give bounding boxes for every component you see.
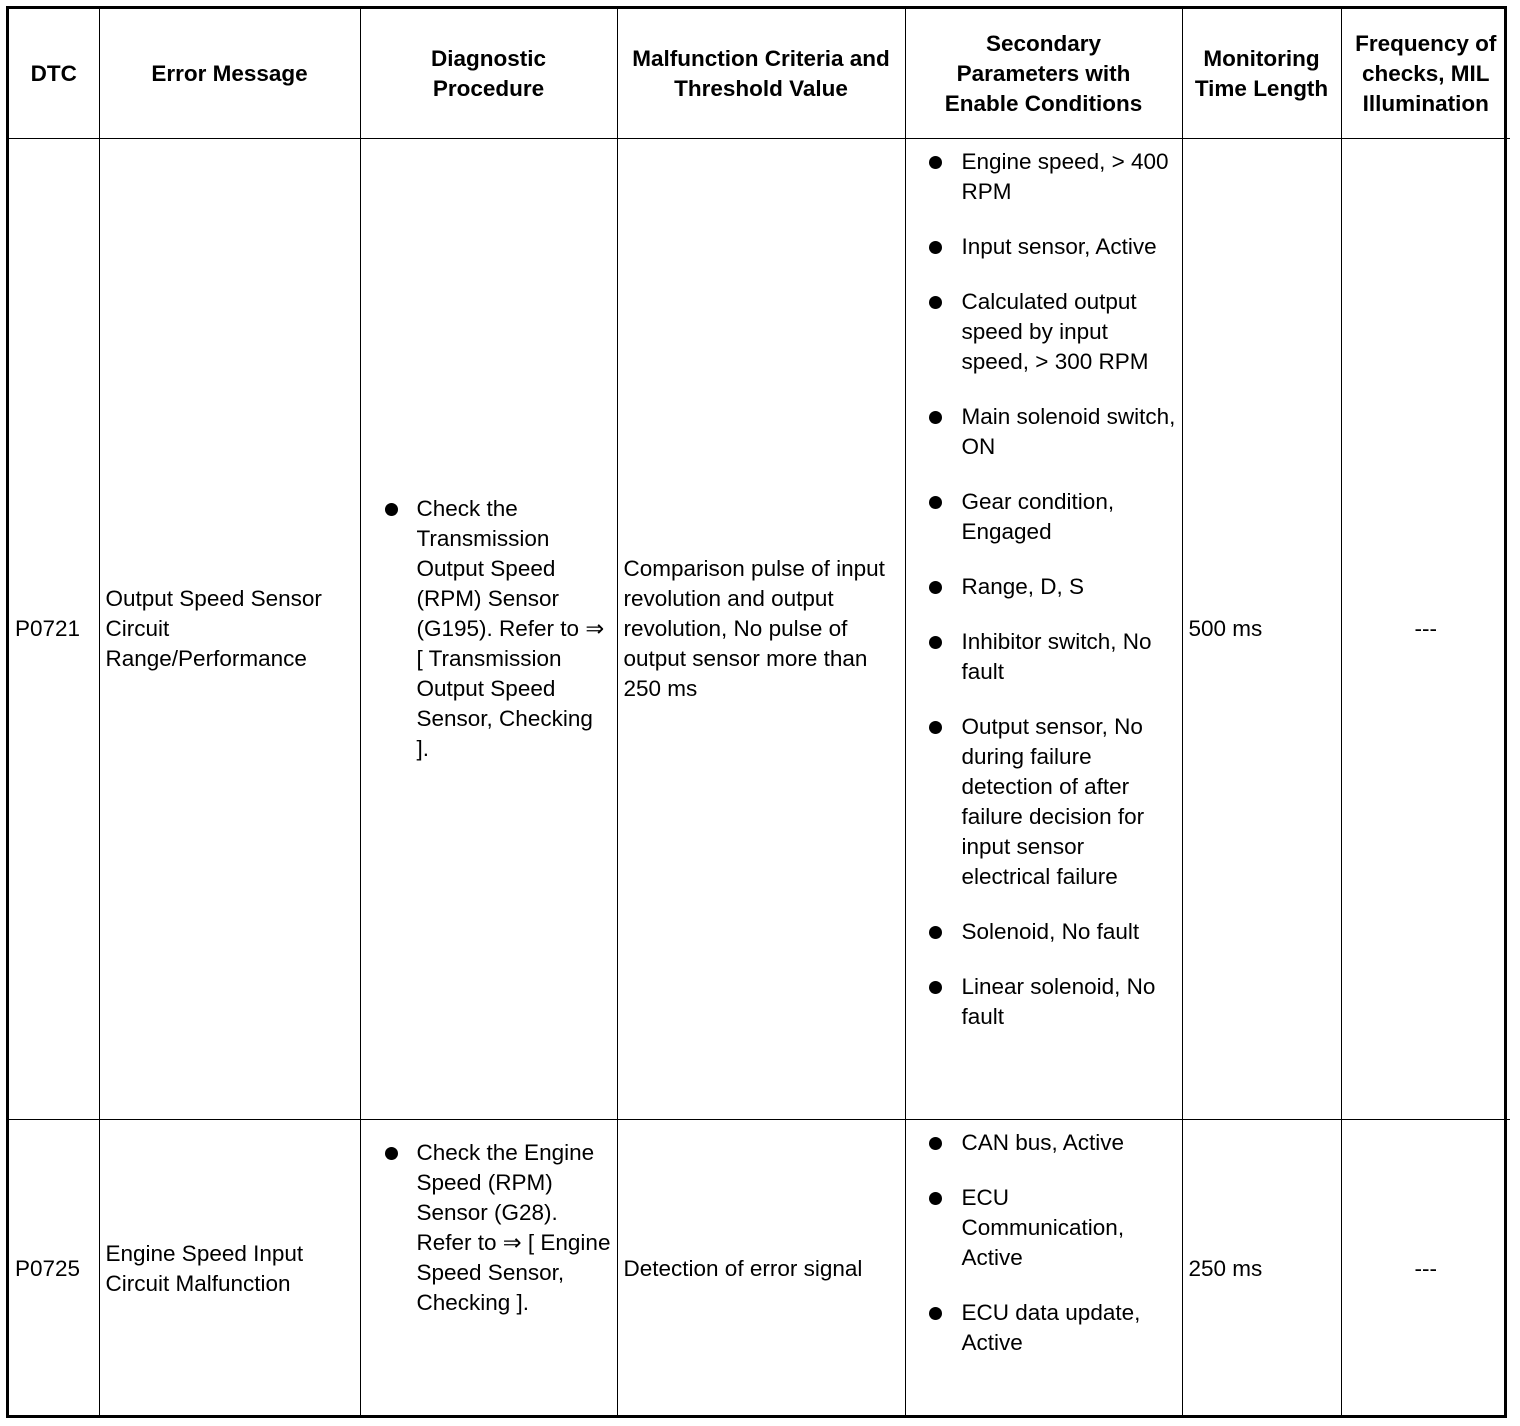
procedure-list xyxy=(367,1138,611,1318)
bullet-icon xyxy=(929,721,942,734)
secondary-parameters xyxy=(905,139,1182,1120)
bullet-icon xyxy=(929,1137,942,1150)
bullet-icon xyxy=(929,636,942,649)
header-diagnostic-procedure: Diagnostic Procedure xyxy=(360,9,617,139)
malfunction-criteria: Detection of error signal xyxy=(617,1120,905,1418)
procedure-item: Check the Engine Speed (RPM) Sensor (G28). Refer to ⇒ [ Engine Speed Sensor, Checking ]. xyxy=(367,1138,611,1318)
header-row xyxy=(9,9,1510,139)
bullet-icon xyxy=(929,296,942,309)
bullet-icon xyxy=(929,1192,942,1205)
parameter-item: Inhibitor switch, No fault xyxy=(912,627,1176,687)
bullet-icon xyxy=(929,981,942,994)
header-malfunction-criteria: Malfunction Criteria and Threshold Value xyxy=(617,9,905,139)
parameter-item: Output sensor, No during failure detection of after failure decision for input sensor electrical failure xyxy=(912,712,1176,892)
secondary-parameters xyxy=(905,1120,1182,1418)
parameter-item: ECU Communication, Active xyxy=(912,1183,1176,1273)
parameter-item: Calculated output speed by input speed, > 300 RPM xyxy=(912,287,1176,377)
bullet-icon xyxy=(929,1307,942,1320)
bullet-icon xyxy=(929,156,942,169)
bullet-icon xyxy=(929,926,942,939)
table-row xyxy=(9,139,1510,1120)
procedure-list xyxy=(367,494,611,764)
bullet-icon xyxy=(929,496,942,509)
dtc-table xyxy=(9,9,1510,1418)
header-frequency: Frequency of checks, MIL Illumination xyxy=(1341,9,1510,139)
header-secondary-parameters: Secondary Parameters with Enable Conditions xyxy=(905,9,1182,139)
error-message: Output Speed Sensor Circuit Range/Performance xyxy=(99,139,360,1120)
parameter-item: CAN bus, Active xyxy=(912,1128,1176,1158)
frequency: --- xyxy=(1341,1120,1510,1418)
bullet-icon xyxy=(929,241,942,254)
parameter-item: Range, D, S xyxy=(912,572,1176,602)
dtc-table-frame xyxy=(6,6,1507,1418)
malfunction-criteria: Comparison pulse of input revolution and output revolution, No pulse of output sensor more than 250 ms xyxy=(617,139,905,1120)
dtc-code: P0725 xyxy=(9,1120,99,1418)
error-message: Engine Speed Input Circuit Malfunction xyxy=(99,1120,360,1418)
parameter-item: Linear solenoid, No fault xyxy=(912,972,1176,1032)
bullet-icon xyxy=(929,581,942,594)
parameter-item: Engine speed, > 400 RPM xyxy=(912,147,1176,207)
header-dtc: DTC xyxy=(9,9,99,139)
header-monitoring-time: Monitoring Time Length xyxy=(1182,9,1341,139)
monitoring-time: 500 ms xyxy=(1182,139,1341,1120)
frequency: --- xyxy=(1341,139,1510,1120)
procedure-item: Check the Transmission Output Speed (RPM) Sensor (G195). Refer to ⇒ [ Transmission Output Speed Sensor, Checking ]. xyxy=(367,494,611,764)
parameter-item: ECU data update, Active xyxy=(912,1298,1176,1358)
parameter-item: Gear condition, Engaged xyxy=(912,487,1176,547)
diagnostic-procedure xyxy=(360,1120,617,1418)
header-error-message: Error Message xyxy=(99,9,360,139)
table-row xyxy=(9,1120,1510,1418)
bullet-icon xyxy=(385,503,398,516)
parameters-list xyxy=(912,1128,1176,1358)
parameters-list xyxy=(912,147,1176,1032)
diagnostic-procedure xyxy=(360,139,617,1120)
bullet-icon xyxy=(385,1147,398,1160)
parameter-item: Main solenoid switch, ON xyxy=(912,402,1176,462)
parameter-item: Solenoid, No fault xyxy=(912,917,1176,947)
bullet-icon xyxy=(929,411,942,424)
parameter-item: Input sensor, Active xyxy=(912,232,1176,262)
dtc-code: P0721 xyxy=(9,139,99,1120)
monitoring-time: 250 ms xyxy=(1182,1120,1341,1418)
